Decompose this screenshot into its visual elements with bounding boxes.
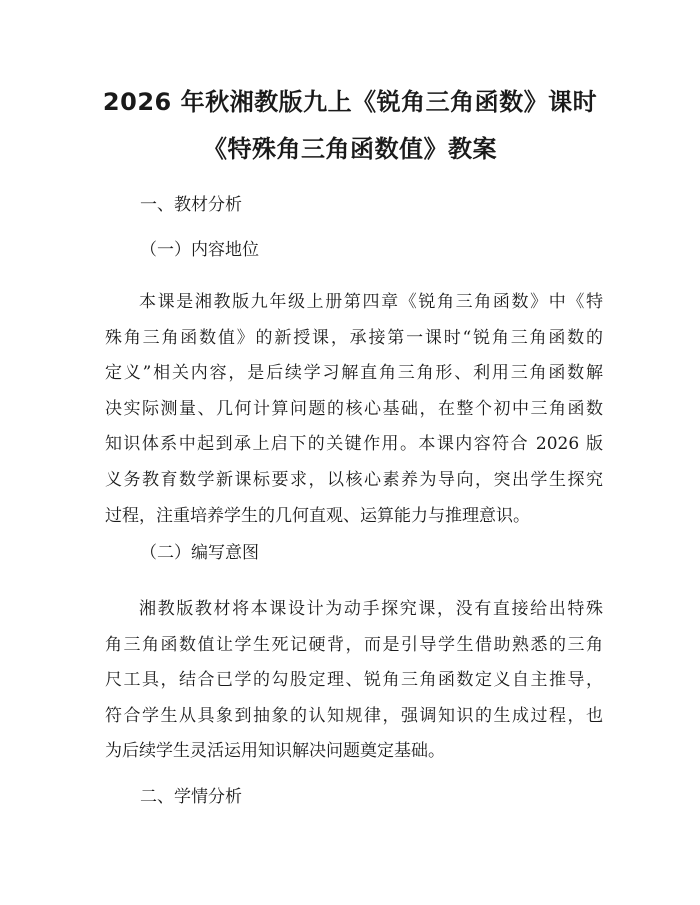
- subsection-heading-content-position: （一）内容地位: [140, 240, 259, 260]
- paragraph-line: 知识体系中起到承上启下的关键作用。本课内容符合 2026 版: [105, 434, 603, 455]
- paragraph-line: 符合学生从具象到抽象的认知规律，强调知识的生成过程，也: [105, 705, 603, 726]
- paragraph-line: 决实际测量、几何计算问题的核心基础，在整个初中三角函数: [105, 398, 603, 419]
- section-heading-student-analysis: 二、学情分析: [140, 787, 242, 807]
- paragraph-line: 尺工具，结合已学的勾股定理、锐角三角函数定义自主推导，: [105, 670, 603, 691]
- paragraph-line: 定义”相关内容，是后续学习解直角三角形、利用三角函数解: [105, 363, 603, 384]
- subsection-heading-writing-intent: （二）编写意图: [140, 543, 259, 563]
- paragraph-line: 角三角函数值让学生死记硬背，而是引导学生借助熟悉的三角: [105, 634, 603, 655]
- paragraph-writing-intent: [105, 592, 603, 770]
- paragraph-line: 殊角三角函数值》的新授课，承接第一课时“锐角三角函数的: [105, 327, 603, 348]
- paragraph-line: 湘教版教材将本课设计为动手探究课，没有直接给出特殊: [139, 599, 603, 619]
- paragraph-line: 本课是湘教版九年级上册第四章《锐角三角函数》中《特: [139, 292, 603, 312]
- paragraph-line: 过程，注重培养学生的几何直观、运算能力与推理意识。: [105, 505, 530, 526]
- section-heading-teaching-material-analysis: 一、教材分析: [140, 195, 242, 215]
- document-title-line-1: 2026 年秋湘教版九上《锐角三角函数》课时: [102, 88, 598, 116]
- paragraph-content-position: [105, 285, 603, 534]
- paragraph-line: 义务教育数学新课标要求，以核心素养为导向，突出学生探究: [105, 469, 603, 490]
- document-title-line-2: 《特殊角三角函数值》教案: [203, 135, 497, 163]
- paragraph-line: 为后续学生灵活运用知识解决问题奠定基础。: [105, 741, 445, 762]
